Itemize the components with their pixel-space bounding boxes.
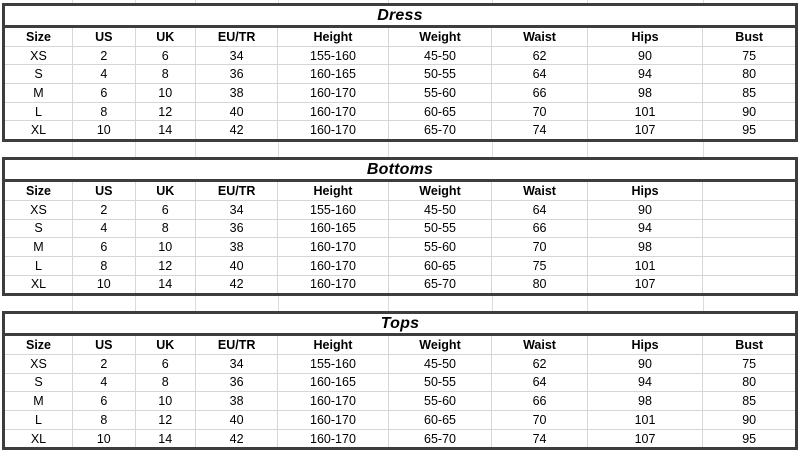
table-cell: 8	[135, 65, 195, 84]
table-cell: 8	[72, 256, 135, 275]
column-header: US	[72, 27, 135, 47]
table-cell: 42	[195, 121, 277, 141]
table-cell: 74	[492, 121, 587, 141]
column-header: EU/TR	[195, 335, 277, 355]
table-header-row	[4, 27, 797, 47]
table-cell	[703, 238, 797, 257]
table-cell: 55-60	[388, 392, 492, 411]
column-header: EU/TR	[195, 181, 277, 201]
table-cell: 8	[135, 373, 195, 392]
table-cell: 160-170	[278, 411, 388, 430]
table-row	[4, 102, 797, 121]
table-cell: M	[4, 392, 73, 411]
table-cell: 45-50	[388, 354, 492, 373]
column-header: Bust	[703, 27, 797, 47]
table-cell: 80	[703, 373, 797, 392]
table-cell: 36	[195, 219, 277, 238]
table-cell: 12	[135, 102, 195, 121]
table-cell: 36	[195, 373, 277, 392]
column-header: Size	[4, 181, 73, 201]
size-table	[2, 3, 798, 142]
table-cell: 155-160	[278, 354, 388, 373]
table-cell: 14	[135, 121, 195, 141]
table-cell	[703, 256, 797, 275]
column-header: Waist	[492, 335, 587, 355]
table-cell: 14	[135, 429, 195, 449]
table-cell: 94	[587, 219, 703, 238]
column-header: US	[72, 181, 135, 201]
table-cell: 160-165	[278, 219, 388, 238]
table-cell: 90	[587, 46, 703, 65]
table-cell: XS	[4, 200, 73, 219]
size-table	[2, 311, 798, 450]
table-cell: 12	[135, 411, 195, 430]
table-cell: 65-70	[388, 275, 492, 295]
table-cell: 65-70	[388, 429, 492, 449]
table-cell: L	[4, 102, 73, 121]
table-cell: 101	[587, 411, 703, 430]
table-cell: 66	[492, 392, 587, 411]
table-cell: 107	[587, 121, 703, 141]
table-cell: 10	[135, 84, 195, 103]
table-cell: 66	[492, 219, 587, 238]
bottoms-size-table-section	[2, 157, 798, 296]
table-row	[4, 429, 797, 449]
table-cell: 45-50	[388, 200, 492, 219]
column-header: Weight	[388, 181, 492, 201]
table-cell: 65-70	[388, 121, 492, 141]
table-cell: 36	[195, 65, 277, 84]
table-cell: 64	[492, 373, 587, 392]
table-cell: XL	[4, 121, 73, 141]
table-header-row	[4, 335, 797, 355]
column-header: UK	[135, 27, 195, 47]
column-header: Hips	[587, 181, 703, 201]
size-table	[2, 157, 798, 296]
table-cell: 85	[703, 84, 797, 103]
table-title: Dress	[4, 5, 797, 27]
table-cell: 62	[492, 354, 587, 373]
table-cell: M	[4, 238, 73, 257]
table-cell: 75	[492, 256, 587, 275]
table-row	[4, 46, 797, 65]
table-cell: 64	[492, 200, 587, 219]
table-cell	[703, 200, 797, 219]
table-cell: 12	[135, 256, 195, 275]
table-cell: 6	[135, 46, 195, 65]
table-title: Tops	[4, 313, 797, 335]
table-cell: 50-55	[388, 219, 492, 238]
table-cell: 101	[587, 102, 703, 121]
table-cell: 2	[72, 46, 135, 65]
table-cell: 4	[72, 219, 135, 238]
table-cell: 98	[587, 238, 703, 257]
table-cell: 98	[587, 392, 703, 411]
table-cell: 94	[587, 373, 703, 392]
table-cell: 14	[135, 275, 195, 295]
table-cell: 80	[703, 65, 797, 84]
table-cell	[703, 275, 797, 295]
column-header: Hips	[587, 335, 703, 355]
table-row	[4, 411, 797, 430]
column-header: UK	[135, 181, 195, 201]
table-cell: 90	[703, 102, 797, 121]
column-header: Hips	[587, 27, 703, 47]
table-cell: 38	[195, 84, 277, 103]
table-cell: 50-55	[388, 65, 492, 84]
table-cell: 6	[135, 200, 195, 219]
table-cell: 75	[703, 46, 797, 65]
table-cell: 107	[587, 429, 703, 449]
table-cell: 80	[492, 275, 587, 295]
table-cell: 70	[492, 238, 587, 257]
table-cell: 155-160	[278, 200, 388, 219]
table-cell: 75	[703, 354, 797, 373]
table-cell: 34	[195, 200, 277, 219]
column-header	[703, 181, 797, 201]
table-cell: 10	[72, 429, 135, 449]
table-cell: 95	[703, 121, 797, 141]
column-header: Bust	[703, 335, 797, 355]
table-cell: XS	[4, 46, 73, 65]
table-cell: M	[4, 84, 73, 103]
table-cell: 6	[135, 354, 195, 373]
tops-size-table-section	[2, 311, 798, 450]
table-cell: 160-170	[278, 84, 388, 103]
table-cell: 2	[72, 354, 135, 373]
table-cell: XL	[4, 429, 73, 449]
table-cell: 160-170	[278, 392, 388, 411]
column-header: Height	[278, 335, 388, 355]
column-header: Waist	[492, 27, 587, 47]
table-cell: 42	[195, 429, 277, 449]
column-header: UK	[135, 335, 195, 355]
table-cell: 50-55	[388, 373, 492, 392]
table-cell: 10	[72, 275, 135, 295]
table-cell: 38	[195, 238, 277, 257]
table-cell: 66	[492, 84, 587, 103]
table-cell: XL	[4, 275, 73, 295]
table-title: Bottoms	[4, 159, 797, 181]
table-row	[4, 256, 797, 275]
table-cell: 64	[492, 65, 587, 84]
table-cell: 160-165	[278, 373, 388, 392]
table-cell: 90	[703, 411, 797, 430]
table-cell: 8	[72, 411, 135, 430]
table-cell: 160-170	[278, 256, 388, 275]
table-cell: 60-65	[388, 256, 492, 275]
table-cell: 34	[195, 354, 277, 373]
table-cell: 6	[72, 238, 135, 257]
table-cell: 6	[72, 392, 135, 411]
column-header: Weight	[388, 335, 492, 355]
table-cell: 8	[135, 219, 195, 238]
table-cell: L	[4, 411, 73, 430]
table-cell: 8	[72, 102, 135, 121]
table-cell: 4	[72, 65, 135, 84]
table-cell: 70	[492, 102, 587, 121]
column-header: Size	[4, 27, 73, 47]
table-cell: 55-60	[388, 238, 492, 257]
table-cell: S	[4, 219, 73, 238]
column-header: Waist	[492, 181, 587, 201]
table-cell: 6	[72, 84, 135, 103]
table-cell: 40	[195, 256, 277, 275]
table-cell: 160-170	[278, 121, 388, 141]
column-header: Height	[278, 181, 388, 201]
table-cell: 160-170	[278, 238, 388, 257]
table-row	[4, 392, 797, 411]
column-header: Weight	[388, 27, 492, 47]
table-cell: 90	[587, 354, 703, 373]
table-cell: 45-50	[388, 46, 492, 65]
table-row	[4, 373, 797, 392]
table-cell: 85	[703, 392, 797, 411]
table-row	[4, 84, 797, 103]
table-cell: 10	[135, 392, 195, 411]
table-title-row	[4, 159, 797, 181]
table-cell: 90	[587, 200, 703, 219]
table-cell: 60-65	[388, 102, 492, 121]
table-cell: 107	[587, 275, 703, 295]
table-row	[4, 354, 797, 373]
column-header: EU/TR	[195, 27, 277, 47]
column-header: US	[72, 335, 135, 355]
table-cell: 42	[195, 275, 277, 295]
table-cell: 2	[72, 200, 135, 219]
table-cell: 160-170	[278, 429, 388, 449]
table-cell: S	[4, 373, 73, 392]
table-title-row	[4, 5, 797, 27]
table-header-row	[4, 181, 797, 201]
table-cell: 10	[72, 121, 135, 141]
table-cell: 34	[195, 46, 277, 65]
table-cell: 70	[492, 411, 587, 430]
table-row	[4, 121, 797, 141]
table-cell: 10	[135, 238, 195, 257]
table-title-row	[4, 313, 797, 335]
table-cell: XS	[4, 354, 73, 373]
table-cell: L	[4, 256, 73, 275]
table-cell: 160-170	[278, 102, 388, 121]
table-cell: 74	[492, 429, 587, 449]
table-cell: 160-165	[278, 65, 388, 84]
table-cell: 155-160	[278, 46, 388, 65]
spreadsheet-gridline-gap	[2, 296, 798, 311]
column-header: Height	[278, 27, 388, 47]
table-row	[4, 219, 797, 238]
table-cell: 160-170	[278, 275, 388, 295]
table-cell: 40	[195, 411, 277, 430]
table-cell: S	[4, 65, 73, 84]
table-cell: 40	[195, 102, 277, 121]
table-cell: 95	[703, 429, 797, 449]
table-cell: 60-65	[388, 411, 492, 430]
table-cell: 62	[492, 46, 587, 65]
table-cell: 55-60	[388, 84, 492, 103]
table-cell: 38	[195, 392, 277, 411]
table-row	[4, 65, 797, 84]
table-cell: 94	[587, 65, 703, 84]
table-cell: 101	[587, 256, 703, 275]
table-cell: 4	[72, 373, 135, 392]
table-cell	[703, 219, 797, 238]
table-row	[4, 275, 797, 295]
table-cell: 98	[587, 84, 703, 103]
dress-size-table-section	[2, 3, 798, 142]
column-header: Size	[4, 335, 73, 355]
spreadsheet-gridline-gap	[2, 142, 798, 157]
table-row	[4, 200, 797, 219]
table-row	[4, 238, 797, 257]
